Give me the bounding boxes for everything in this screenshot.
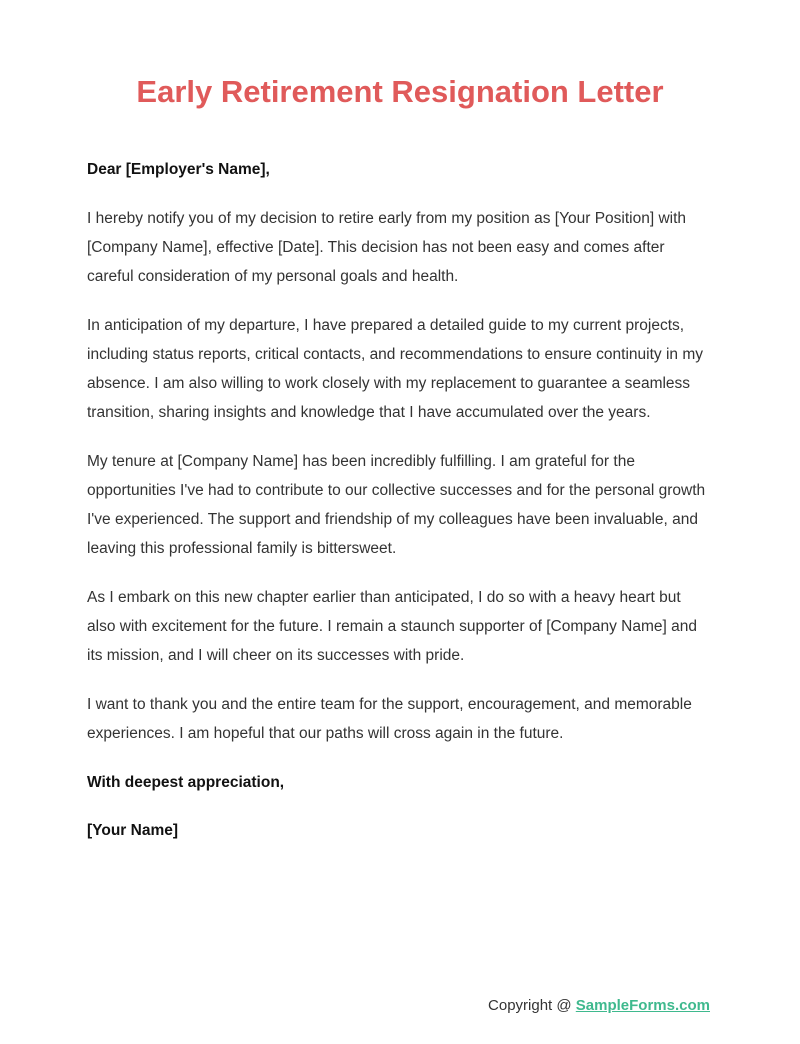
signature: [Your Name] bbox=[87, 822, 179, 840]
paragraph-notice: I hereby notify you of my decision to retire early from my position as [Your Position] with [Company Name], effective [Date]. This decision has not been easy and comes after careful consideration of my personal goals and health. bbox=[87, 209, 687, 285]
letter-body bbox=[87, 155, 713, 865]
paragraph-transition: In anticipation of my departure, I have prepared a detailed guide to my current projects, including status reports, critical contacts, and recommendations to ensure continuity in my absence. I am also willing to work closely with my replacement to guarantee a seamless transition, sharing insights and knowledge that I have accumulated over the years. bbox=[87, 316, 703, 422]
paragraph-new-chapter: As I embark on this new chapter earlier than anticipated, I do so with a heavy heart but also with excitement for the future. I remain a staunch supporter of [Company Name] and its mission, and I will cheer on its successes with pride. bbox=[87, 589, 697, 665]
paragraph-tenure: My tenure at [Company Name] has been incredibly fulfilling. I am grateful for the opportunities I've had to contribute to our collective successes and for the personal growth I've experienced. The support and friendship of my colleagues have been invaluable, and leaving this professional family is bittersweet. bbox=[87, 452, 706, 558]
page-title: Early Retirement Resignation Letter bbox=[136, 74, 664, 109]
copyright-footer bbox=[488, 995, 710, 1017]
salutation: Dear [Employer's Name], bbox=[87, 161, 270, 178]
closing: With deepest appreciation, bbox=[87, 773, 285, 791]
paragraph-thanks: I want to thank you and the entire team for the support, encouragement, and memorable experiences. I am hopeful that our paths will cross again in the future. bbox=[87, 696, 692, 743]
brand-link[interactable]: SampleForms.com bbox=[575, 997, 710, 1014]
copyright-label: Copyright @ bbox=[488, 997, 576, 1014]
